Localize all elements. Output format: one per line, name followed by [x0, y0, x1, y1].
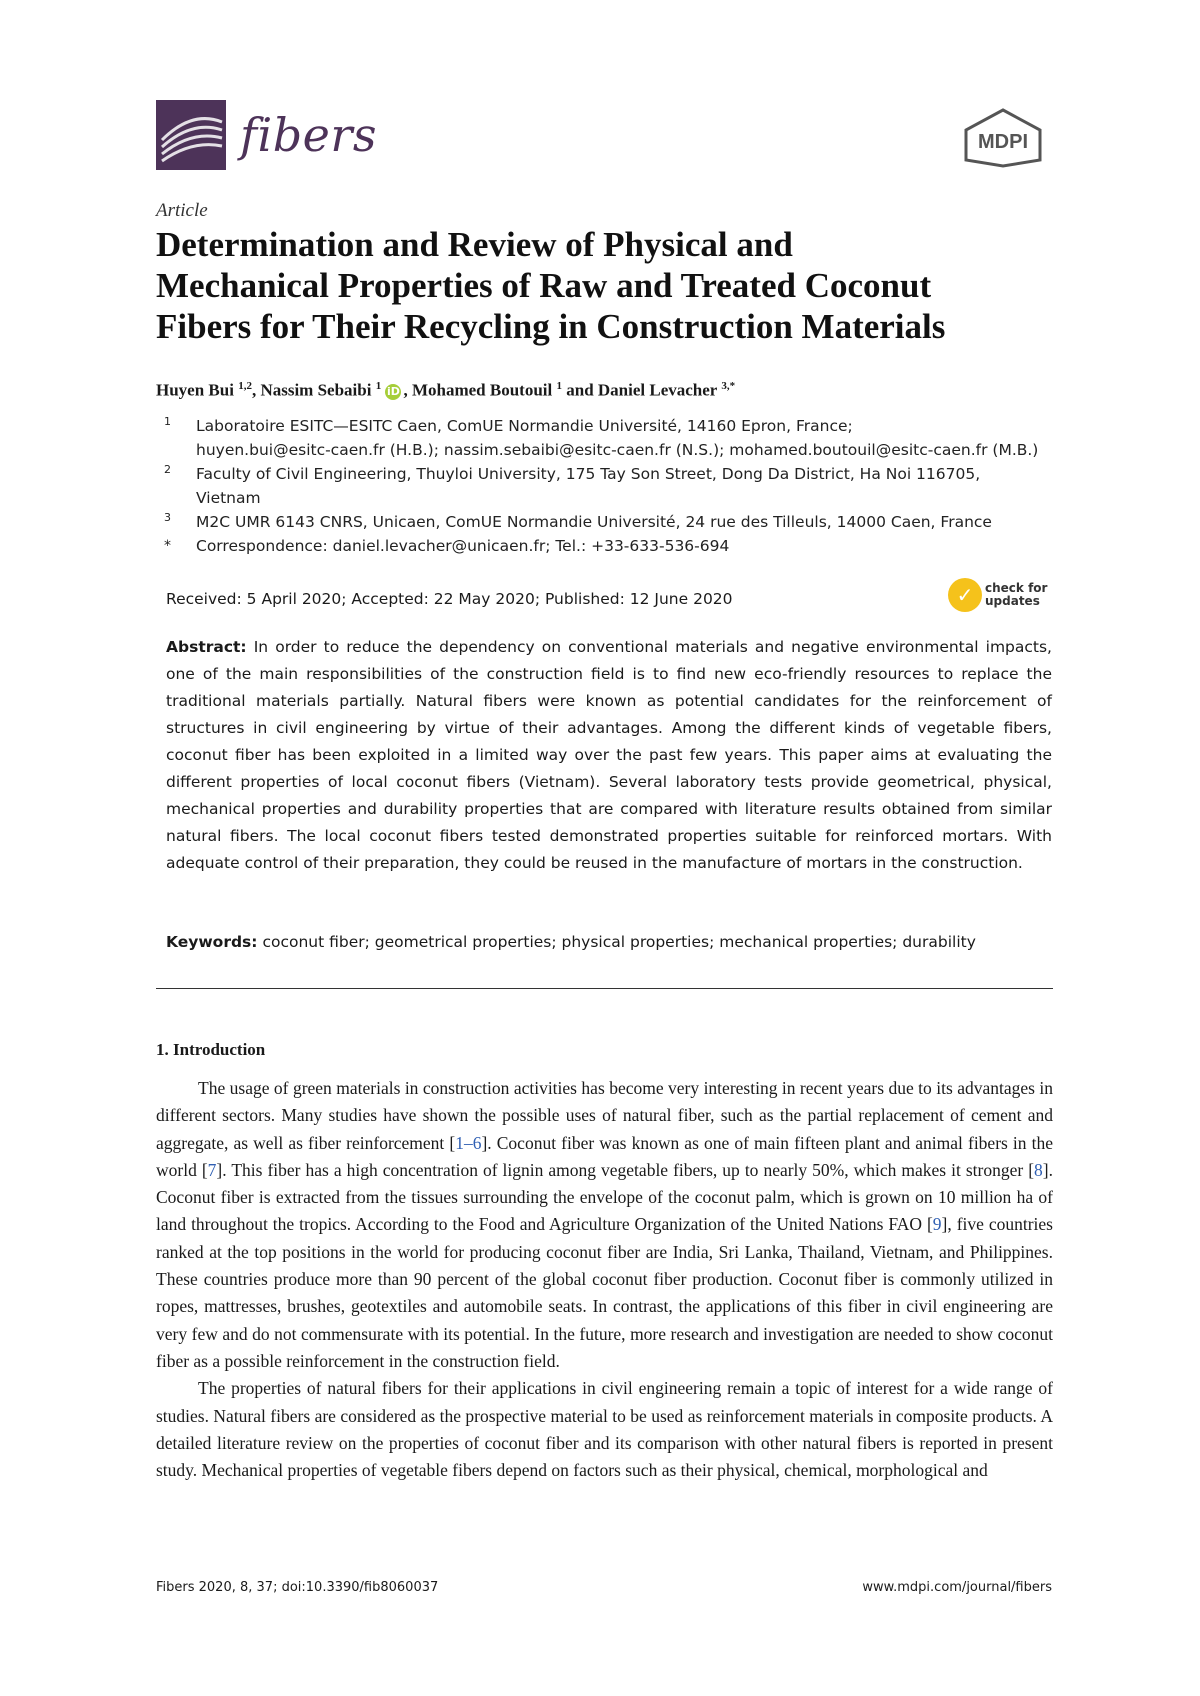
- journal-name: fibers: [240, 108, 378, 162]
- publication-dates: Received: 5 April 2020; Accepted: 22 May 2020; Published: 12 June 2020: [166, 590, 733, 608]
- mdpi-logo[interactable]: [960, 108, 1046, 168]
- title-line: Mechanical Properties of Raw and Treated Coconut: [156, 266, 932, 305]
- author-name: Nassim Sebaibi: [260, 380, 372, 400]
- body-text-run: The usage of green materials in construction activities has become very interesting in recent years due to its advantages in different sectors. Many studies have shown the possible uses of natural fiber, such as the partial replacement of cement and aggregate, as well as fiber reinforcement [: [156, 1078, 1053, 1153]
- correspondence-line[interactable]: Correspondence: daniel.levacher@unicaen.fr; Tel.: +33-633-536-694: [196, 537, 730, 555]
- affiliation-emails[interactable]: huyen.bui@esitc-caen.fr (H.B.); nassim.sebaibi@esitc-caen.fr (N.S.); mohamed.boutouil@esitc-caen.fr (M.B.): [196, 441, 1039, 459]
- author-affiliation-ref: 1: [375, 380, 382, 392]
- author-name: Daniel Levacher: [597, 380, 718, 400]
- body-text-run: ]. Coconut fiber was known as one of main fifteen plant and animal fibers in the world [: [156, 1132, 1054, 1180]
- author-name: Mohamed Boutouil: [411, 380, 553, 400]
- footer-journal-url[interactable]: www.mdpi.com/journal/fibers: [862, 1580, 1052, 1595]
- body-paragraph: [156, 1075, 1053, 1375]
- body-text-run: ], five countries ranked at the top positions in the world for producing coconut fiber are India, Sri Lanka, Thailand, Vietnam, and Philippines. These countries produce more than 90 percent of the global coconut fiber production. Coconut fiber is commonly utilized in ropes, mattresses, brushes, geotextiles and automobile seats. In contrast, the applications of this fiber in civil engineering are very few and do not commensurate with its potential. In the future, more research and investigation are needed to show coconut fiber as a possible reinforcement in the construction field.: [156, 1214, 1053, 1371]
- author-list: [156, 380, 735, 401]
- correspondence-item: [156, 534, 1056, 558]
- author-separator: ,: [251, 380, 261, 400]
- check-for-updates-button[interactable]: [948, 578, 1047, 612]
- correspondence-mark: *: [164, 538, 171, 554]
- abstract-text: In order to reduce the dependency on conventional materials and negative environmental impacts, one of the main responsibilities of the construction field is to find new eco-friendly resources to replace the traditional materials partially. Natural fibers were known as potential candidates for the reinforcement of structures in civil engineering by virtue of their advantages. Among the different kinds of vegetable fibers, coconut fiber has been exploited in a limited way over the past few years. This paper aims at evaluating the different properties of local coconut fibers (Vietnam). Several laboratory tests provide geometrical, physical, mechanical properties and durability properties that are compared with literature results obtained from similar natural fibers. The local coconut fibers tested demonstrated properties suitable for reinforced mortars. With adequate control of their preparation, they could be reused in the manufacture of mortars in the construction.: [166, 638, 1052, 872]
- affiliation-line: Laboratoire ESITC—ESITC Caen, ComUE Normandie Université, 14160 Epron, France;: [196, 417, 853, 435]
- citation-link[interactable]: 8: [1034, 1159, 1043, 1180]
- author-affiliation-ref: 3,*: [721, 380, 736, 392]
- check-icon: ✓: [948, 578, 982, 612]
- citation-link[interactable]: 7: [207, 1159, 217, 1180]
- keywords-label: Keywords:: [166, 933, 258, 951]
- affiliation-number: 1: [164, 415, 171, 428]
- footer-citation: Fibers 2020, 8, 37; doi:10.3390/fib8060037: [156, 1580, 439, 1595]
- affiliation-number: 3: [164, 511, 171, 524]
- section-heading: 1. Introduction: [156, 1040, 266, 1059]
- keywords: [166, 933, 1052, 951]
- affiliation-item: [156, 462, 1056, 510]
- affiliation-item: [156, 414, 1056, 462]
- author-affiliation-ref: 1: [556, 380, 562, 392]
- publisher-name: MDPI: [978, 131, 1028, 153]
- affiliation-number: 2: [164, 463, 171, 476]
- article-title: [156, 224, 1056, 347]
- affiliation-line: M2C UMR 6143 CNRS, Unicaen, ComUE Normandie Université, 24 rue des Tilleuls, 14000 Caen, France: [196, 513, 992, 531]
- author-separator: and: [561, 380, 598, 400]
- body-text-run: ]. This fiber has a high concentration of lignin among vegetable fibers, up to nearly 50%, which makes it stronger [: [216, 1159, 1035, 1180]
- journal-logo[interactable]: [156, 100, 377, 170]
- citation-link[interactable]: 9: [932, 1214, 942, 1235]
- author-name: Huyen Bui: [156, 380, 234, 400]
- keywords-text: coconut fiber; geometrical properties; physical properties; mechanical properties; durability: [262, 933, 976, 951]
- author-affiliation-ref: 1,2: [238, 380, 252, 392]
- journal-logo-icon: [156, 100, 226, 170]
- abstract: [166, 634, 1052, 877]
- check-for-updates-label: [985, 582, 1047, 608]
- abstract-label: Abstract:: [166, 638, 247, 656]
- affiliation-item: [156, 510, 1056, 534]
- citation-link[interactable]: 1–6: [455, 1132, 482, 1153]
- check-for-updates-line: check for: [985, 581, 1048, 595]
- author-separator: ,: [403, 380, 412, 400]
- check-for-updates-line: updates: [985, 594, 1040, 608]
- affiliation-line: Vietnam: [196, 489, 261, 507]
- body-paragraph: The properties of natural fibers for their applications in civil engineering remain a topic of interest for a wide range of studies. Natural fibers are considered as the prospective material to be used as reinforcement materials in composite products. A detailed literature review on the properties of coconut fiber and its comparison with other natural fibers is reported in present study. Mechanical properties of vegetable fibers depend on factors such as their physical, chemical, morphological and: [156, 1378, 1053, 1481]
- body-text-run: ]. Coconut fiber is extracted from the tissues surrounding the envelope of the coconut palm, which is grown on 10 million ha of land throughout the tropics. According to the Food and Agriculture Organization of the United Nations FAO [: [156, 1159, 1053, 1235]
- affiliations: [156, 414, 1056, 558]
- title-line: Determination and Review of Physical and: [156, 225, 793, 264]
- orcid-icon[interactable]: iD: [387, 384, 400, 398]
- title-line: Fibers for Their Recycling in Construction Materials: [156, 307, 946, 346]
- article-type: Article: [156, 200, 208, 221]
- section-body: [156, 1075, 1053, 1484]
- affiliation-line: Faculty of Civil Engineering, Thuyloi University, 175 Tay Son Street, Dong Da District, Ha Noi 116705,: [196, 465, 981, 483]
- section-divider: [156, 988, 1053, 989]
